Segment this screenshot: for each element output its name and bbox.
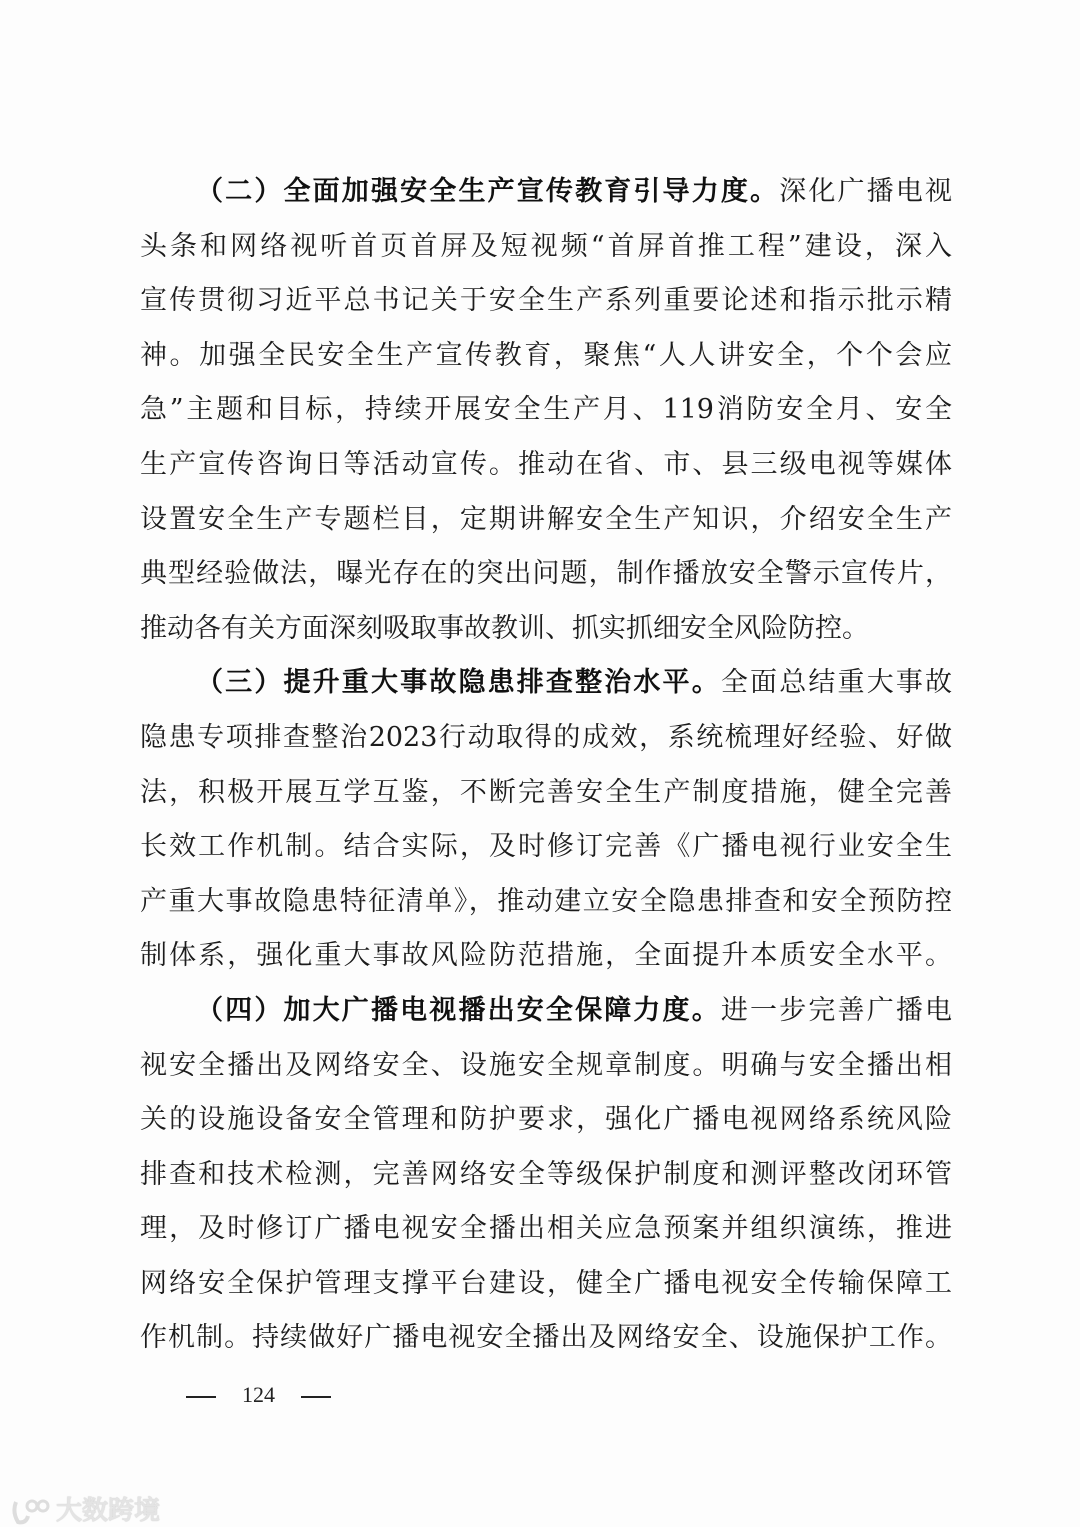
- text-line: 隐患专项排查整治2023行动取得的成效，系统梳理好经验、好做: [140, 721, 952, 753]
- page-number-text: 124: [242, 1382, 275, 1407]
- text-line: 典型经验做法，曝光存在的突出问题，制作播放安全警示宣传片，: [140, 558, 952, 590]
- text-line: 推动各有关方面深刻吸取事故教训、抓实抓细安全风险防控。: [140, 612, 869, 644]
- text-line: 生产宣传咨询日等活动宣传。推动在省、市、县三级电视等媒体: [140, 448, 952, 480]
- text-line: 全面总结重大事故: [720, 667, 953, 699]
- page-number: [160, 1382, 357, 1408]
- watermark: [10, 1490, 160, 1527]
- text-line: 头条和网络视听首页首屏及短视频“首屏首推工程”建设，深入: [140, 230, 952, 262]
- text-line: 排查和技术检测，完善网络安全等级保护制度和测评整改闭环管: [140, 1158, 952, 1190]
- paragraph-first-line: [140, 656, 952, 711]
- text-line: 急”主题和目标，持续开展安全生产月、119消防安全月、安全: [140, 394, 952, 426]
- text-line: 理，及时修订广播电视安全播出相关应急预案并组织演练，推进: [140, 1213, 952, 1245]
- dash-left: [186, 1396, 216, 1398]
- text-line: 设置安全生产专题栏目，定期讲解安全生产知识，介绍安全生产: [140, 503, 952, 535]
- paragraph-first-line: [140, 984, 952, 1039]
- text-line: 法，积极开展互学互鉴，不断完善安全生产制度措施，健全完善: [140, 776, 952, 808]
- paragraph-first-line: [140, 165, 952, 220]
- text-line: 神。加强全民安全生产宣传教育，聚焦“人人讲安全，个个会应: [140, 339, 952, 371]
- text-line: 长效工作机制。结合实际，及时修订完善《广播电视行业安全生: [140, 831, 952, 863]
- text-line: 作机制。持续做好广播电视安全播出及网络安全、设施保护工作。: [140, 1322, 952, 1354]
- watermark-logo-icon: [10, 1498, 50, 1526]
- text-line: 产重大事故隐患特征清单》，推动建立安全隐患排查和安全预防控: [140, 885, 952, 917]
- dash-right: [301, 1396, 331, 1398]
- section-heading: （二）全面加强安全生产宣传教育引导力度。: [196, 176, 780, 207]
- section-heading: （四）加大广播电视播出安全保障力度。: [196, 994, 721, 1026]
- text-line: 宣传贯彻习近平总书记关于安全生产系列重要论述和指示批示精: [140, 285, 952, 317]
- body-text: [140, 165, 952, 1366]
- section-heading: （三）提升重大事故隐患排查整治水平。: [196, 667, 721, 699]
- text-line: 网络安全保护管理支撑平台建设，健全广播电视安全传输保障工: [140, 1267, 952, 1299]
- text-line: 深化广播电视: [779, 176, 953, 207]
- text-line: 视安全播出及网络安全、设施安全规章制度。明确与安全播出相: [140, 1049, 952, 1081]
- text-line: 进一步完善广播电: [720, 994, 953, 1026]
- text-line: 关的设施设备安全管理和防护要求，强化广播电视网络系统风险: [140, 1104, 952, 1136]
- watermark-text: 大数跨境: [56, 1496, 161, 1526]
- text-line: 制体系，强化重大事故风险防范措施，全面提升本质安全水平。: [140, 940, 952, 972]
